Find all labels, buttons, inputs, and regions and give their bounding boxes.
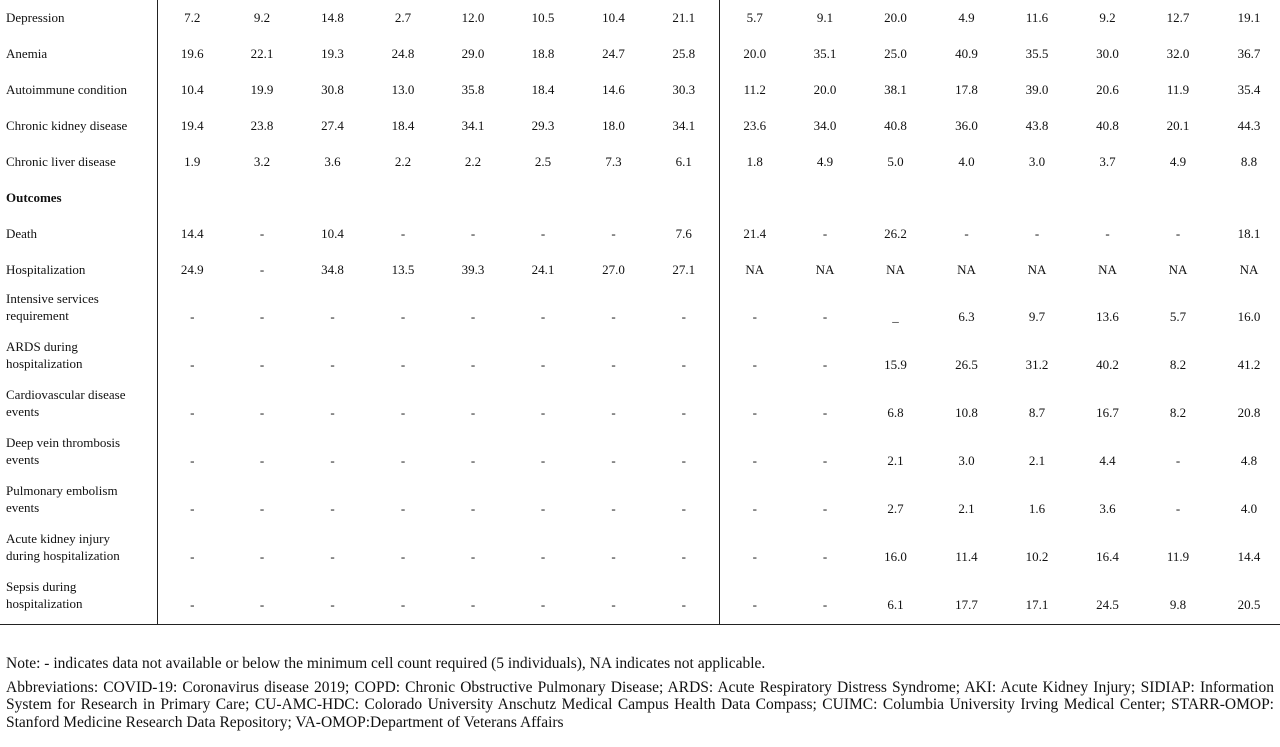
row-label: Intensive services requirement [0, 288, 157, 336]
table-cell: - [822, 226, 828, 241]
table-cell: 18.4 [391, 118, 415, 133]
table-cell: _ [892, 309, 899, 324]
table-row [0, 252, 1280, 288]
table-cell: - [508, 576, 578, 624]
table-cell: NA [886, 262, 905, 277]
table-cell [157, 180, 227, 216]
table-cell: 39.0 [1025, 82, 1049, 97]
table-cell [578, 180, 649, 216]
table-cell: 2.7 [394, 10, 412, 25]
table-cell: 23.8 [250, 118, 274, 133]
table-cell: 11.9 [1166, 549, 1190, 564]
table-cell: 43.8 [1025, 118, 1049, 133]
table-cell: 14.8 [321, 10, 344, 25]
table-cell: 18.0 [602, 118, 625, 133]
table-cell: 21.1 [672, 10, 696, 25]
row-label: Depression [0, 0, 157, 36]
table-cell: 24.1 [531, 262, 555, 277]
table-cell: 4.4 [1099, 453, 1116, 468]
table-cell: 19.3 [321, 46, 344, 61]
table-cell: 2.7 [887, 501, 904, 516]
table-cell: 5.7 [719, 0, 790, 36]
table-cell: 24.5 [1072, 576, 1143, 624]
table-cell: - [681, 501, 686, 516]
table-cell: 13.5 [391, 262, 415, 277]
table-cell: 44.3 [1237, 118, 1261, 133]
table-cell: - [400, 453, 406, 468]
table-cell: 16.7 [1096, 405, 1119, 420]
table-cell: - [190, 501, 195, 516]
table-cell: - [719, 528, 790, 576]
table-cell: - [540, 501, 546, 516]
table-cell: - [611, 549, 616, 564]
table-cell: 15.9 [884, 357, 907, 372]
table-cell: - [719, 432, 790, 480]
table-cell: - [157, 576, 227, 624]
table-cell: - [470, 309, 476, 324]
table-row [0, 108, 1280, 144]
table-cell: - [330, 405, 335, 420]
table-cell: 9.1 [816, 10, 834, 25]
table-cell: - [259, 405, 265, 420]
table-cell: 35.5 [1025, 46, 1049, 61]
table-cell: - [649, 576, 719, 624]
table-cell: - [719, 288, 790, 336]
table-cell: 25.8 [672, 46, 696, 61]
table-cell: 27.4 [321, 118, 344, 133]
table-row [0, 288, 1280, 336]
table-cell: - [822, 549, 828, 564]
table-cell: 4.9 [1169, 154, 1187, 169]
table-cell: 20.0 [884, 10, 907, 25]
table-row [0, 480, 1280, 528]
table-cell: 35.8 [461, 82, 485, 97]
table-cell: 11.2 [719, 72, 790, 108]
table-cell: - [681, 453, 686, 468]
table-cell: - [578, 576, 649, 624]
table-cell: - [540, 226, 546, 241]
table-cell: - [540, 549, 546, 564]
table-cell: 8.2 [1169, 405, 1187, 420]
table-cell: 3.2 [253, 154, 271, 169]
table-cell: 20.1 [1166, 118, 1190, 133]
table-cell: - [330, 309, 335, 324]
table-cell: - [190, 357, 195, 372]
table-cell: 5.7 [1169, 309, 1187, 324]
table-cell: 40.9 [955, 46, 978, 61]
table-cell: - [470, 549, 476, 564]
table-cell [508, 180, 578, 216]
table-cell: 34.8 [321, 262, 344, 277]
row-label: Anemia [0, 36, 157, 72]
table-cell: 18.8 [531, 46, 555, 61]
table-cell: 6.1 [675, 154, 692, 169]
table-cell: - [227, 576, 297, 624]
table-cell: 20.6 [1096, 82, 1119, 97]
table-cell [227, 180, 297, 216]
table-cell: 6.1 [860, 576, 931, 624]
table-cell: 34.1 [672, 118, 696, 133]
table-cell: 20.8 [1237, 405, 1261, 420]
note-text: Note: - indicates data not available or below the minimum cell count required (5 individuals), NA indicates not applicable. [6, 655, 766, 672]
table-row [0, 0, 1280, 36]
table-cell: 34.0 [813, 118, 837, 133]
table-row [0, 432, 1280, 480]
table-cell: 29.3 [531, 118, 555, 133]
table-cell: 30.3 [672, 82, 696, 97]
table-cell: 12.0 [461, 10, 485, 25]
table-cell: 2.2 [394, 154, 412, 169]
table-cell: 5.0 [887, 154, 904, 169]
table-cell [1213, 180, 1280, 216]
row-label: Deep vein thrombosis events [0, 432, 157, 480]
table-cell: - [540, 453, 546, 468]
table-cell: - [822, 501, 828, 516]
table-cell: 29.0 [461, 46, 485, 61]
table-cell: 17.8 [955, 82, 978, 97]
table-cell: 31.2 [1025, 357, 1049, 372]
table-cell: - [470, 501, 476, 516]
table-row [0, 336, 1280, 384]
table-cell [1002, 180, 1072, 216]
table-cell: - [400, 357, 406, 372]
table-cell: 41.2 [1237, 357, 1261, 372]
table-cell: 35.1 [813, 46, 837, 61]
table-cell [368, 180, 438, 216]
table-cell: 2.1 [887, 453, 904, 468]
table-cell: - [611, 357, 616, 372]
table-cell: - [470, 405, 476, 420]
table-cell: - [964, 226, 969, 241]
table-cell: 3.7 [1099, 154, 1116, 169]
table-cell: - [259, 357, 265, 372]
table-cell: - [822, 453, 828, 468]
table-cell: 7.2 [184, 10, 201, 25]
table-cell: 17.1 [1002, 576, 1072, 624]
table-cell: - [470, 453, 476, 468]
table-footnotes [6, 655, 1274, 731]
row-label: Hospitalization [0, 252, 157, 288]
table-cell: 24.8 [391, 46, 415, 61]
table-row [0, 576, 1280, 624]
table-cell: - [1175, 453, 1181, 468]
table-cell: 8.7 [1028, 405, 1046, 420]
table-cell: 1.6 [1028, 501, 1046, 516]
table-cell: 20.5 [1213, 576, 1280, 624]
table-row [0, 216, 1280, 252]
table-cell: - [1175, 501, 1181, 516]
table-cell: - [790, 576, 860, 624]
table-cell: 16.4 [1096, 549, 1119, 564]
table-cell: 1.8 [719, 144, 790, 180]
row-label: Chronic kidney disease [0, 108, 157, 144]
table-cell: 23.6 [719, 108, 790, 144]
table-cell: 40.2 [1096, 357, 1119, 372]
table-cell: 10.8 [955, 405, 978, 420]
table-cell: 11.6 [1025, 10, 1049, 25]
table-cell: - [540, 357, 546, 372]
table-cell: NA [1027, 262, 1047, 277]
table-cell: 4.0 [958, 154, 975, 169]
table-cell: - [190, 453, 195, 468]
table-cell: 24.9 [180, 262, 204, 277]
table-cell: 38.1 [884, 82, 907, 97]
table-cell: - [611, 405, 616, 420]
table-cell: - [681, 405, 686, 420]
table-cell: 3.6 [324, 154, 341, 169]
table-cell: 18.4 [531, 82, 555, 97]
table-cell: 3.6 [1099, 501, 1116, 516]
table-cell: - [330, 357, 335, 372]
table-cell: 19.1 [1237, 10, 1261, 25]
table-cell: - [822, 357, 828, 372]
table-cell: 40.8 [884, 118, 907, 133]
table-cell: 21.4 [719, 216, 790, 252]
table-cell: 10.5 [531, 10, 555, 25]
table-cell: - [611, 501, 616, 516]
table-cell: 4.0 [1240, 501, 1258, 516]
table-cell: 8.8 [1240, 154, 1258, 169]
table-cell: 30.0 [1096, 46, 1119, 61]
table-cell: 13.6 [1096, 309, 1119, 324]
table-cell: 17.7 [931, 576, 1002, 624]
table-cell: 3.0 [1028, 154, 1046, 169]
table-cell: - [368, 576, 438, 624]
table-cell [1143, 180, 1213, 216]
table-cell: - [400, 309, 406, 324]
table-cell: NA [1239, 262, 1259, 277]
table-cell [297, 180, 368, 216]
table-cell: 9.7 [1028, 309, 1046, 324]
table-cell: 3.0 [958, 453, 975, 468]
table-cell: - [438, 576, 508, 624]
table-cell: NA [957, 262, 976, 277]
table-cell: NA [815, 262, 835, 277]
table-cell: 4.8 [1240, 453, 1258, 468]
table-cell: 4.9 [816, 154, 834, 169]
table-cell [649, 180, 719, 216]
table-cell: 10.2 [1025, 549, 1049, 564]
table-cell: 26.5 [955, 357, 978, 372]
table-cell: - [611, 226, 616, 241]
table-cell: 13.0 [391, 82, 415, 97]
table-cell: - [470, 357, 476, 372]
table-cell: - [400, 549, 406, 564]
table-cell: - [719, 576, 790, 624]
table-cell: 6.8 [887, 405, 904, 420]
table-cell: 2.2 [464, 154, 482, 169]
row-label: Chronic liver disease [0, 144, 157, 180]
row-label: ARDS during hospitalization [0, 336, 157, 384]
table-cell: - [611, 453, 616, 468]
table-cell: 36.0 [955, 118, 978, 133]
table-cell: 26.2 [884, 226, 907, 241]
table-cell: 10.4 [321, 226, 344, 241]
table-row [0, 72, 1280, 108]
table-cell: 35.4 [1237, 82, 1261, 97]
table-cell: 4.9 [958, 10, 975, 25]
table-cell: - [330, 549, 335, 564]
table-cell [438, 180, 508, 216]
table-cell: 11.9 [1166, 82, 1190, 97]
row-label: Autoimmune condition [0, 72, 157, 108]
row-label: Cardiovascular disease events [0, 384, 157, 432]
table-cell: - [1034, 226, 1040, 241]
table-cell: 7.6 [675, 226, 692, 241]
table-cell: 20.0 [813, 82, 837, 97]
table-row [0, 144, 1280, 180]
table-cell: 19.4 [180, 118, 204, 133]
table-cell: 14.4 [1237, 549, 1261, 564]
table-cell: - [822, 405, 828, 420]
table-cell: NA [1098, 262, 1117, 277]
table-section-row [0, 180, 1280, 216]
table-cell [931, 180, 1002, 216]
table-row [0, 36, 1280, 72]
table-cell: 27.1 [672, 262, 696, 277]
table-cell: - [681, 357, 686, 372]
table-cell: 16.0 [884, 549, 907, 564]
table-cell: 9.8 [1143, 576, 1213, 624]
table-cell: - [259, 549, 265, 564]
table-cell: - [719, 480, 790, 528]
table-cell: - [259, 501, 265, 516]
row-label: Sepsis during hospitalization [0, 576, 157, 624]
table-cell: 19.6 [180, 46, 204, 61]
table-cell: 9.2 [1099, 10, 1116, 25]
table-cell: 6.3 [958, 309, 975, 324]
table-cell: 19.9 [250, 82, 274, 97]
table-cell: 2.1 [1028, 453, 1046, 468]
table-cell: 25.0 [884, 46, 907, 61]
table-cell: 34.1 [461, 118, 485, 133]
table-cell: - [330, 453, 335, 468]
table-cell: - [681, 549, 686, 564]
row-label: Acute kidney injury during hospitalization [0, 528, 157, 576]
table-cell: - [190, 309, 195, 324]
table-row [0, 528, 1280, 576]
table-cell: 40.8 [1096, 118, 1119, 133]
table-cell: - [1175, 226, 1181, 241]
table-cell: 7.3 [605, 154, 622, 169]
table-cell [860, 180, 931, 216]
table-cell: - [330, 501, 335, 516]
table-cell: - [822, 309, 828, 324]
table-cell: 30.8 [321, 82, 344, 97]
table-cell: - [540, 309, 546, 324]
table-cell: - [259, 453, 265, 468]
table-cell: 9.2 [253, 10, 271, 25]
table-cell: 39.3 [461, 262, 485, 277]
table-cell: 36.7 [1237, 46, 1261, 61]
table-cell: - [400, 405, 406, 420]
table-cell: - [470, 226, 476, 241]
table-cell: 8.2 [1169, 357, 1187, 372]
table-cell: - [190, 549, 195, 564]
table-cell: - [719, 336, 790, 384]
table-cell: - [259, 262, 265, 277]
table-cell: - [400, 501, 406, 516]
table-cell: 24.7 [602, 46, 625, 61]
table-cell: 32.0 [1166, 46, 1190, 61]
table-cell: 10.4 [180, 82, 204, 97]
table-cell: 10.4 [602, 10, 625, 25]
table-cell [1072, 180, 1143, 216]
table-cell: - [719, 384, 790, 432]
table-cell: - [259, 226, 265, 241]
table-cell: - [190, 405, 195, 420]
table-cell: 16.0 [1237, 309, 1261, 324]
table-cell: NA [1168, 262, 1188, 277]
table-cell: - [297, 576, 368, 624]
table-cell [790, 180, 860, 216]
table-cell: - [1105, 226, 1110, 241]
table-cell: 1.9 [184, 154, 201, 169]
table-cell: 22.1 [250, 46, 274, 61]
table-cell: 18.1 [1237, 226, 1261, 241]
table-cell: - [540, 405, 546, 420]
table-row [0, 384, 1280, 432]
table-cell: - [400, 226, 406, 241]
table-cell: - [681, 309, 686, 324]
table-cell: - [611, 309, 616, 324]
table-cell: 14.6 [602, 82, 625, 97]
row-label: Outcomes [0, 180, 157, 216]
row-label: Pulmonary embolism events [0, 480, 157, 528]
table-cell: 11.4 [955, 549, 978, 564]
table-cell: 20.0 [719, 36, 790, 72]
table-cell: NA [719, 252, 790, 288]
table-cell: - [259, 309, 265, 324]
abbreviations-text: Abbreviations: COVID-19: Coronavirus disease 2019; COPD: Chronic Obstructive Pulmonary Disease; ARDS: Acute Respiratory Distress Syndrome; AKI: Acute Kidney Injury; SIDIAP: Information System for Research in Primary Care; CU-AMC-HDC: Colorado University Anschutz Medical Campus Health Data Compass; CUIMC: Columbia University Irving Medical Center; STARR-OMOP: Stanford Medicine Research Data Repository; VA-OMOP:Department of Veterans Affairs [6, 678, 1274, 731]
table-cell: 2.5 [534, 154, 552, 169]
table-cell: 27.0 [602, 262, 625, 277]
table-cell: 12.7 [1166, 10, 1190, 25]
table-cell [719, 180, 790, 216]
table-cell: 2.1 [958, 501, 975, 516]
table-cell: 14.4 [180, 226, 204, 241]
row-label: Death [0, 216, 157, 252]
